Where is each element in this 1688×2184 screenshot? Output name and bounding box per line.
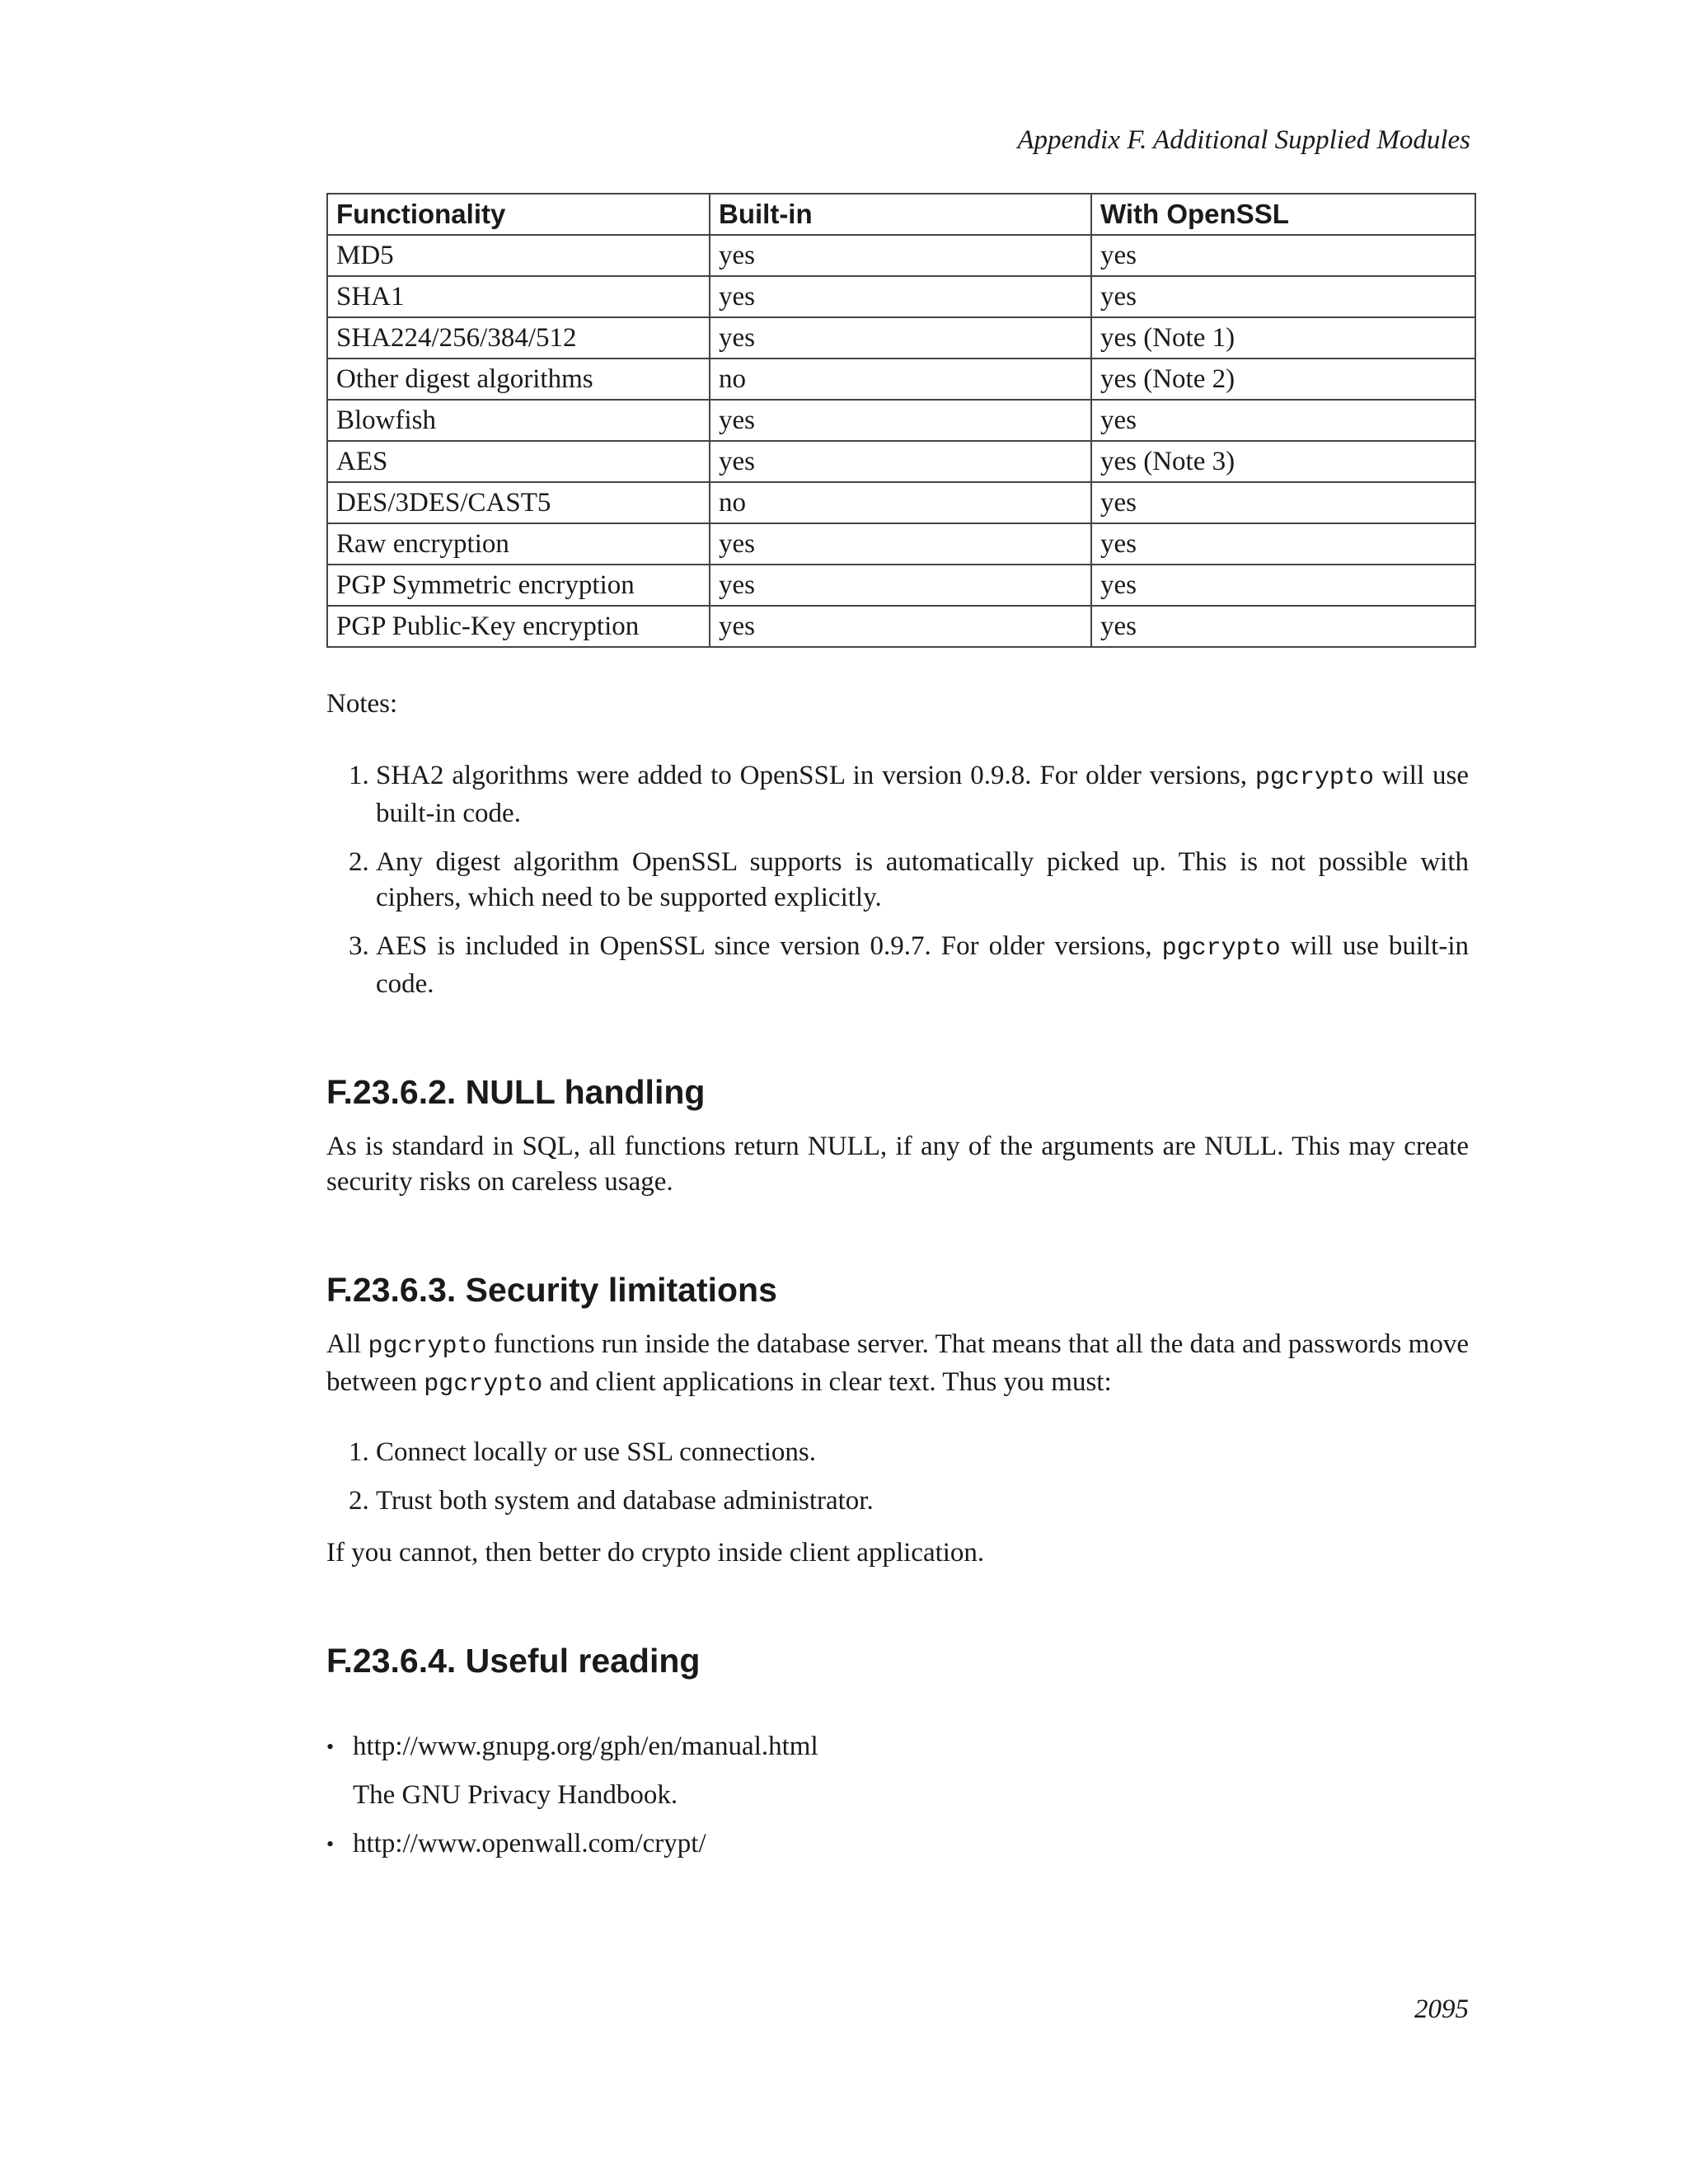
paragraph-text: and client applications in clear text. Thus you must: <box>542 1367 1112 1397</box>
null-handling-paragraph: As is standard in SQL, all functions return NULL, if any of the arguments are NULL. This may create security risks on careless usage. <box>326 1132 1469 1197</box>
code-pgcrypto: pgcrypto <box>368 1333 487 1361</box>
table-cell: yes <box>710 235 1091 276</box>
security-closing-paragraph: If you cannot, then better do crypto inside client application. <box>326 1538 985 1568</box>
table-cell: yes <box>710 523 1091 565</box>
section-title-null-handling: F.23.6.2. NULL handling <box>326 1073 706 1111</box>
table-row <box>327 235 1475 276</box>
table-row <box>327 565 1475 606</box>
table-cell: yes <box>710 317 1091 359</box>
note-item <box>376 758 1469 832</box>
security-steps-list <box>326 1435 1469 1532</box>
table-cell: Other digest algorithms <box>327 359 710 400</box>
table-cell: no <box>710 359 1091 400</box>
paragraph-text: All <box>326 1329 368 1359</box>
note-item <box>376 929 1469 1002</box>
table-cell: yes <box>1091 235 1475 276</box>
table-row <box>327 359 1475 400</box>
code-pgcrypto: pgcrypto <box>1161 935 1281 963</box>
table-row <box>327 317 1475 359</box>
table-row <box>327 606 1475 647</box>
table-cell: yes <box>710 565 1091 606</box>
reading-link[interactable]: http://www.openwall.com/crypt/ <box>353 1829 706 1858</box>
step-item: 1. Connect locally or use SSL connections. <box>376 1435 1469 1470</box>
table-cell: PGP Symmetric encryption <box>327 565 710 606</box>
code-pgcrypto: pgcrypto <box>424 1371 543 1399</box>
table-cell: yes <box>1091 482 1475 523</box>
column-header-functionality: Functionality <box>327 194 710 235</box>
table-cell: yes <box>710 606 1091 647</box>
functionality-table <box>326 193 1476 648</box>
table-cell: yes <box>710 441 1091 482</box>
note-text: will use built-in code. <box>376 931 1469 999</box>
step-item: 2. Trust both system and database administrator. <box>376 1483 1469 1519</box>
table-header-row <box>327 194 1475 235</box>
table-cell: yes <box>1091 523 1475 565</box>
table-cell: yes (Note 2) <box>1091 359 1475 400</box>
useful-reading-list <box>326 1729 1469 1875</box>
bullet-icon: • <box>326 1832 335 1856</box>
note-item <box>376 845 1469 916</box>
table-row <box>327 482 1475 523</box>
column-header-with-openssl: With OpenSSL <box>1091 194 1475 235</box>
table-cell: Raw encryption <box>327 523 710 565</box>
table-row <box>327 400 1475 441</box>
table-cell: yes <box>710 400 1091 441</box>
table-cell: yes <box>710 276 1091 317</box>
table-cell: no <box>710 482 1091 523</box>
section-title-useful-reading: F.23.6.4. Useful reading <box>326 1642 701 1680</box>
notes-label: Notes: <box>326 689 398 719</box>
reading-item <box>326 1826 1469 1862</box>
page-number: 2095 <box>1414 1994 1469 2024</box>
table-cell: yes (Note 1) <box>1091 317 1475 359</box>
table-cell: PGP Public-Key encryption <box>327 606 710 647</box>
paragraph-text: functions run inside the database server. That means that all the data and passwords move between <box>326 1329 1470 1397</box>
reading-item <box>326 1729 1469 1813</box>
reading-description: The GNU Privacy Handbook. <box>353 1780 678 1810</box>
column-header-built-in: Built-in <box>710 194 1091 235</box>
table-row <box>327 523 1475 565</box>
bullet-icon: • <box>326 1735 335 1759</box>
table-cell: AES <box>327 441 710 482</box>
table-cell: DES/3DES/CAST5 <box>327 482 710 523</box>
table-row <box>327 441 1475 482</box>
table-cell: yes <box>1091 400 1475 441</box>
table-cell: yes (Note 3) <box>1091 441 1475 482</box>
table-cell: Blowfish <box>327 400 710 441</box>
table-cell: yes <box>1091 565 1475 606</box>
reading-link[interactable]: http://www.gnupg.org/gph/en/manual.html <box>353 1732 818 1761</box>
security-paragraph <box>326 1327 1469 1403</box>
table-cell: SHA1 <box>327 276 710 317</box>
code-pgcrypto: pgcrypto <box>1254 764 1374 792</box>
table-cell: yes <box>1091 606 1475 647</box>
table-cell: MD5 <box>327 235 710 276</box>
note-text: Any digest algorithm OpenSSL supports is automatically picked up. This is not possible with ciphers, which need to be supported explicitly. <box>376 847 1469 912</box>
notes-list <box>326 758 1469 1015</box>
note-text: SHA2 algorithms were added to OpenSSL in version 0.9.8. For older versions, <box>376 761 1255 790</box>
section-title-security-limitations: F.23.6.3. Security limitations <box>326 1271 777 1309</box>
table-cell: yes <box>1091 276 1475 317</box>
table-cell: SHA224/256/384/512 <box>327 317 710 359</box>
running-header: Appendix F. Additional Supplied Modules <box>1017 125 1470 155</box>
note-text: AES is included in OpenSSL since version 0.9.7. For older versions, <box>376 931 1162 961</box>
note-text: will use built-in code. <box>376 761 1469 828</box>
table-row <box>327 276 1475 317</box>
